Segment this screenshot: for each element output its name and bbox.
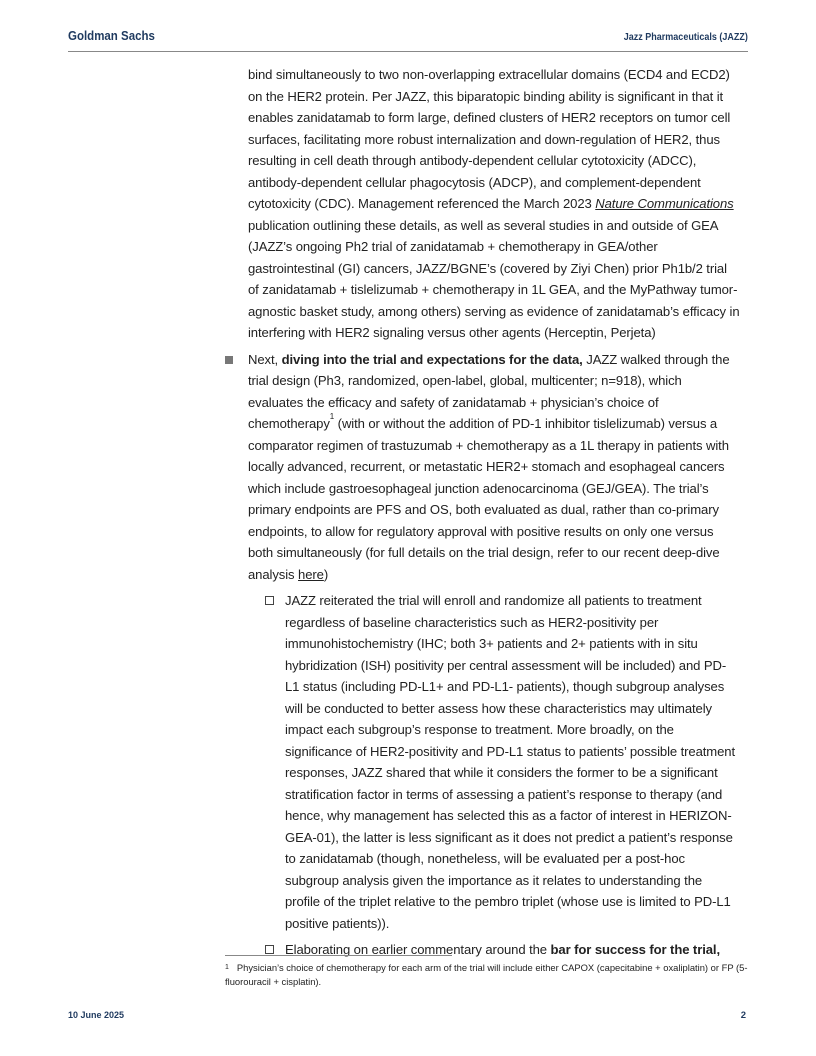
company-name: Jazz Pharmaceuticals (JAZZ) xyxy=(623,32,748,43)
text: publication outlining these details, as well as several studies in and outside of GEA (JAZZ’s ongoing Ph2 trial of zanidatamab + chemotherapy in GEA/other gastrointestinal (GI) cancers, JAZZ/BGNE’s (covered by Ziyi Chen) prior Ph1b/2 trial of zanidatamab + tislelizumab + chemotherapy in 1L GEA, and the MyPathway tumor-agnostic basket study, among others) serving as evidence of zanidatamab’s efficacy in interfering with HER2 signaling versus other agents (Herceptin, Perjeta) xyxy=(248,217,740,340)
brand-name: Goldman Sachs xyxy=(68,29,155,43)
text: (with or without the addition of PD-1 inhibitor tislelizumab) versus a comparator regimen of trastuzumab + chemotherapy as a 1L therapy in patients with locally advanced, recurrent, or metastatic HER2+ stomach and esophageal cancers which include gastroesophageal junction adenocarcinoma (GEJ/GEA). The trial’s primary endpoints are PFS and OS, both evaluated as dual, rather than co-primary endpoints, to allow for regulatory approval with positive results on only one versus both simultaneously (for full details on the trial design, refer to our recent deep-dive analysis xyxy=(248,416,729,582)
here-link[interactable]: here xyxy=(298,566,324,582)
hollow-square-bullet-icon xyxy=(265,596,274,605)
footnote xyxy=(225,961,765,988)
hollow-square-bullet-icon xyxy=(265,945,274,954)
bold-text: bar for success for the trial, xyxy=(550,942,720,957)
square-bullet-icon xyxy=(225,356,233,364)
paragraph-mechanism xyxy=(248,64,740,344)
text: ) xyxy=(323,566,329,582)
report-body xyxy=(248,64,740,966)
report-date: 10 June 2025 xyxy=(68,1010,125,1020)
sub-bullet-bar-for-success xyxy=(285,939,740,961)
header-divider xyxy=(68,51,748,52)
footnote-number: 1 xyxy=(225,964,229,971)
text: Next, xyxy=(248,351,282,367)
text: Elaborating on earlier commentary around the xyxy=(285,942,551,957)
footnote-ref[interactable]: 1 xyxy=(329,412,335,421)
bullet-trial-design xyxy=(248,349,740,586)
sub-bullet-enrollment xyxy=(285,590,740,934)
text: JAZZ walked through the trial design (Ph3, randomized, open-label, global, multicenter; n=918), which evaluates the efficacy and safety of zanidatamab + physician’s choice of chemotherapy xyxy=(248,351,730,431)
nature-communications-link[interactable]: Nature Communications xyxy=(595,196,734,211)
footnote-divider xyxy=(225,955,452,956)
footnote-text: Physician’s choice of chemotherapy for each arm of the trial will include either CAPOX (capecitabine + oxaliplatin) or FP (5-fluorouracil + cisplatin). xyxy=(225,962,748,987)
page-number: 2 xyxy=(740,1010,746,1021)
text: bind simultaneously to two non-overlapping extracellular domains (ECD4 and ECD2) on the HER2 protein. Per JAZZ, this biparatopic binding ability is significant in that it enables zanidatamab to form large, defined clusters of HER2 receptors on tumor cell surfaces, facilitating more robust internalization and down-regulation of HER2, thus resulting in cell death through antibody-dependent cellular cytotoxicity (ADCC), antibody-dependent cellular phagocytosis (ADCP), and complement-dependent cytotoxicity (CDC). Management referenced the March 2023 xyxy=(248,67,731,211)
bold-text: diving into the trial and expectations for the data, xyxy=(281,351,583,367)
text: JAZZ reiterated the trial will enroll and randomize all patients to treatment regardless of baseline characteristics such as HER2-positivity per immunohistochemistry (IHC; both 3+ patients and 2+ patients with in situ hybridization (ISH) positivity per central assessment will be included) and PD-L1 status (including PD-L1+ and PD-L1- patients), though subgroup analyses will be conducted to better assess how these characteristics may ultimately impact each subgroup’s response to treatment. More broadly, on the significance of HER2-positivity and PD-L1 status to patients’ possible treatment responses, JAZZ shared that while it considers the former to be a significant stratification factor in terms of assessing a patient’s response to therapy (and hence, why management has selected this as a factor of interest in HERIZON-GEA-01), the latter is less significant as it does not predict a patient’s response to zanidatamab (though, nonetheless, will be evaluated per a post-hoc subgroup analysis given the importance as it relates to understanding the profile of the triplet relative to the pembro triplet (whose use is limited to PD-L1 positive patients)). xyxy=(285,593,736,931)
